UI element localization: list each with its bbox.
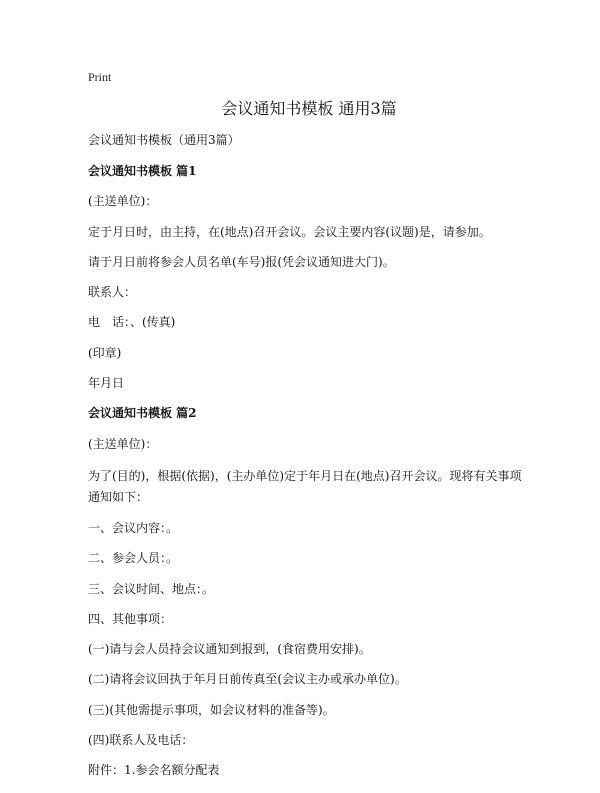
paragraph: 四、其他事项： bbox=[88, 611, 173, 626]
document-body bbox=[88, 132, 530, 793]
print-label: Print bbox=[88, 70, 112, 84]
paragraph: (二)请将会议回执于年月日前传真至(会议主办或承办单位)。 bbox=[88, 672, 407, 687]
paragraph: (三)(其他需提示事项，如会议材料的准备等)。 bbox=[88, 702, 335, 717]
paragraph: 电 话：、(传真) bbox=[88, 315, 176, 330]
paragraph: (主送单位)： bbox=[88, 194, 158, 209]
section-heading-2: 会议通知书模板 篇2 bbox=[88, 406, 197, 421]
paragraph: (一)请与会人员持会议通知到报到，(食宿费用安排)。 bbox=[88, 642, 371, 657]
paragraph: 为了(目的)，根据(依据)，(主办单位)定于年月日在(地点)召开会议。现将有关事项通知如下： bbox=[88, 468, 522, 504]
paragraph: (四)联系人及电话： bbox=[88, 733, 194, 748]
paragraph: (主送单位)： bbox=[88, 436, 158, 451]
paragraph: 二、参会人员：。 bbox=[88, 551, 179, 566]
paragraph: 附件：1.参会名额分配表 bbox=[88, 763, 220, 778]
document-subtitle: 会议通知书模板（通用3篇） bbox=[88, 133, 240, 147]
paragraph: 一、会议内容：。 bbox=[88, 520, 179, 535]
section-heading-1: 会议通知书模板 篇1 bbox=[88, 164, 197, 178]
paragraph: (印章) bbox=[88, 345, 122, 360]
paragraph: 三、会议时间、地点：。 bbox=[88, 581, 215, 596]
page-title: 会议通知书模板 通用3篇 bbox=[221, 99, 397, 118]
paragraph: 定于月日时，由主持，在(地点)召开会议。会议主要内容(议题)是，请参加。 bbox=[88, 224, 491, 239]
paragraph: 请于月日前将参会人员名单(车号)报(凭会议通知进大门)。 bbox=[88, 254, 395, 269]
paragraph: 年月日 bbox=[88, 376, 125, 391]
paragraph: 联系人： bbox=[88, 285, 137, 300]
